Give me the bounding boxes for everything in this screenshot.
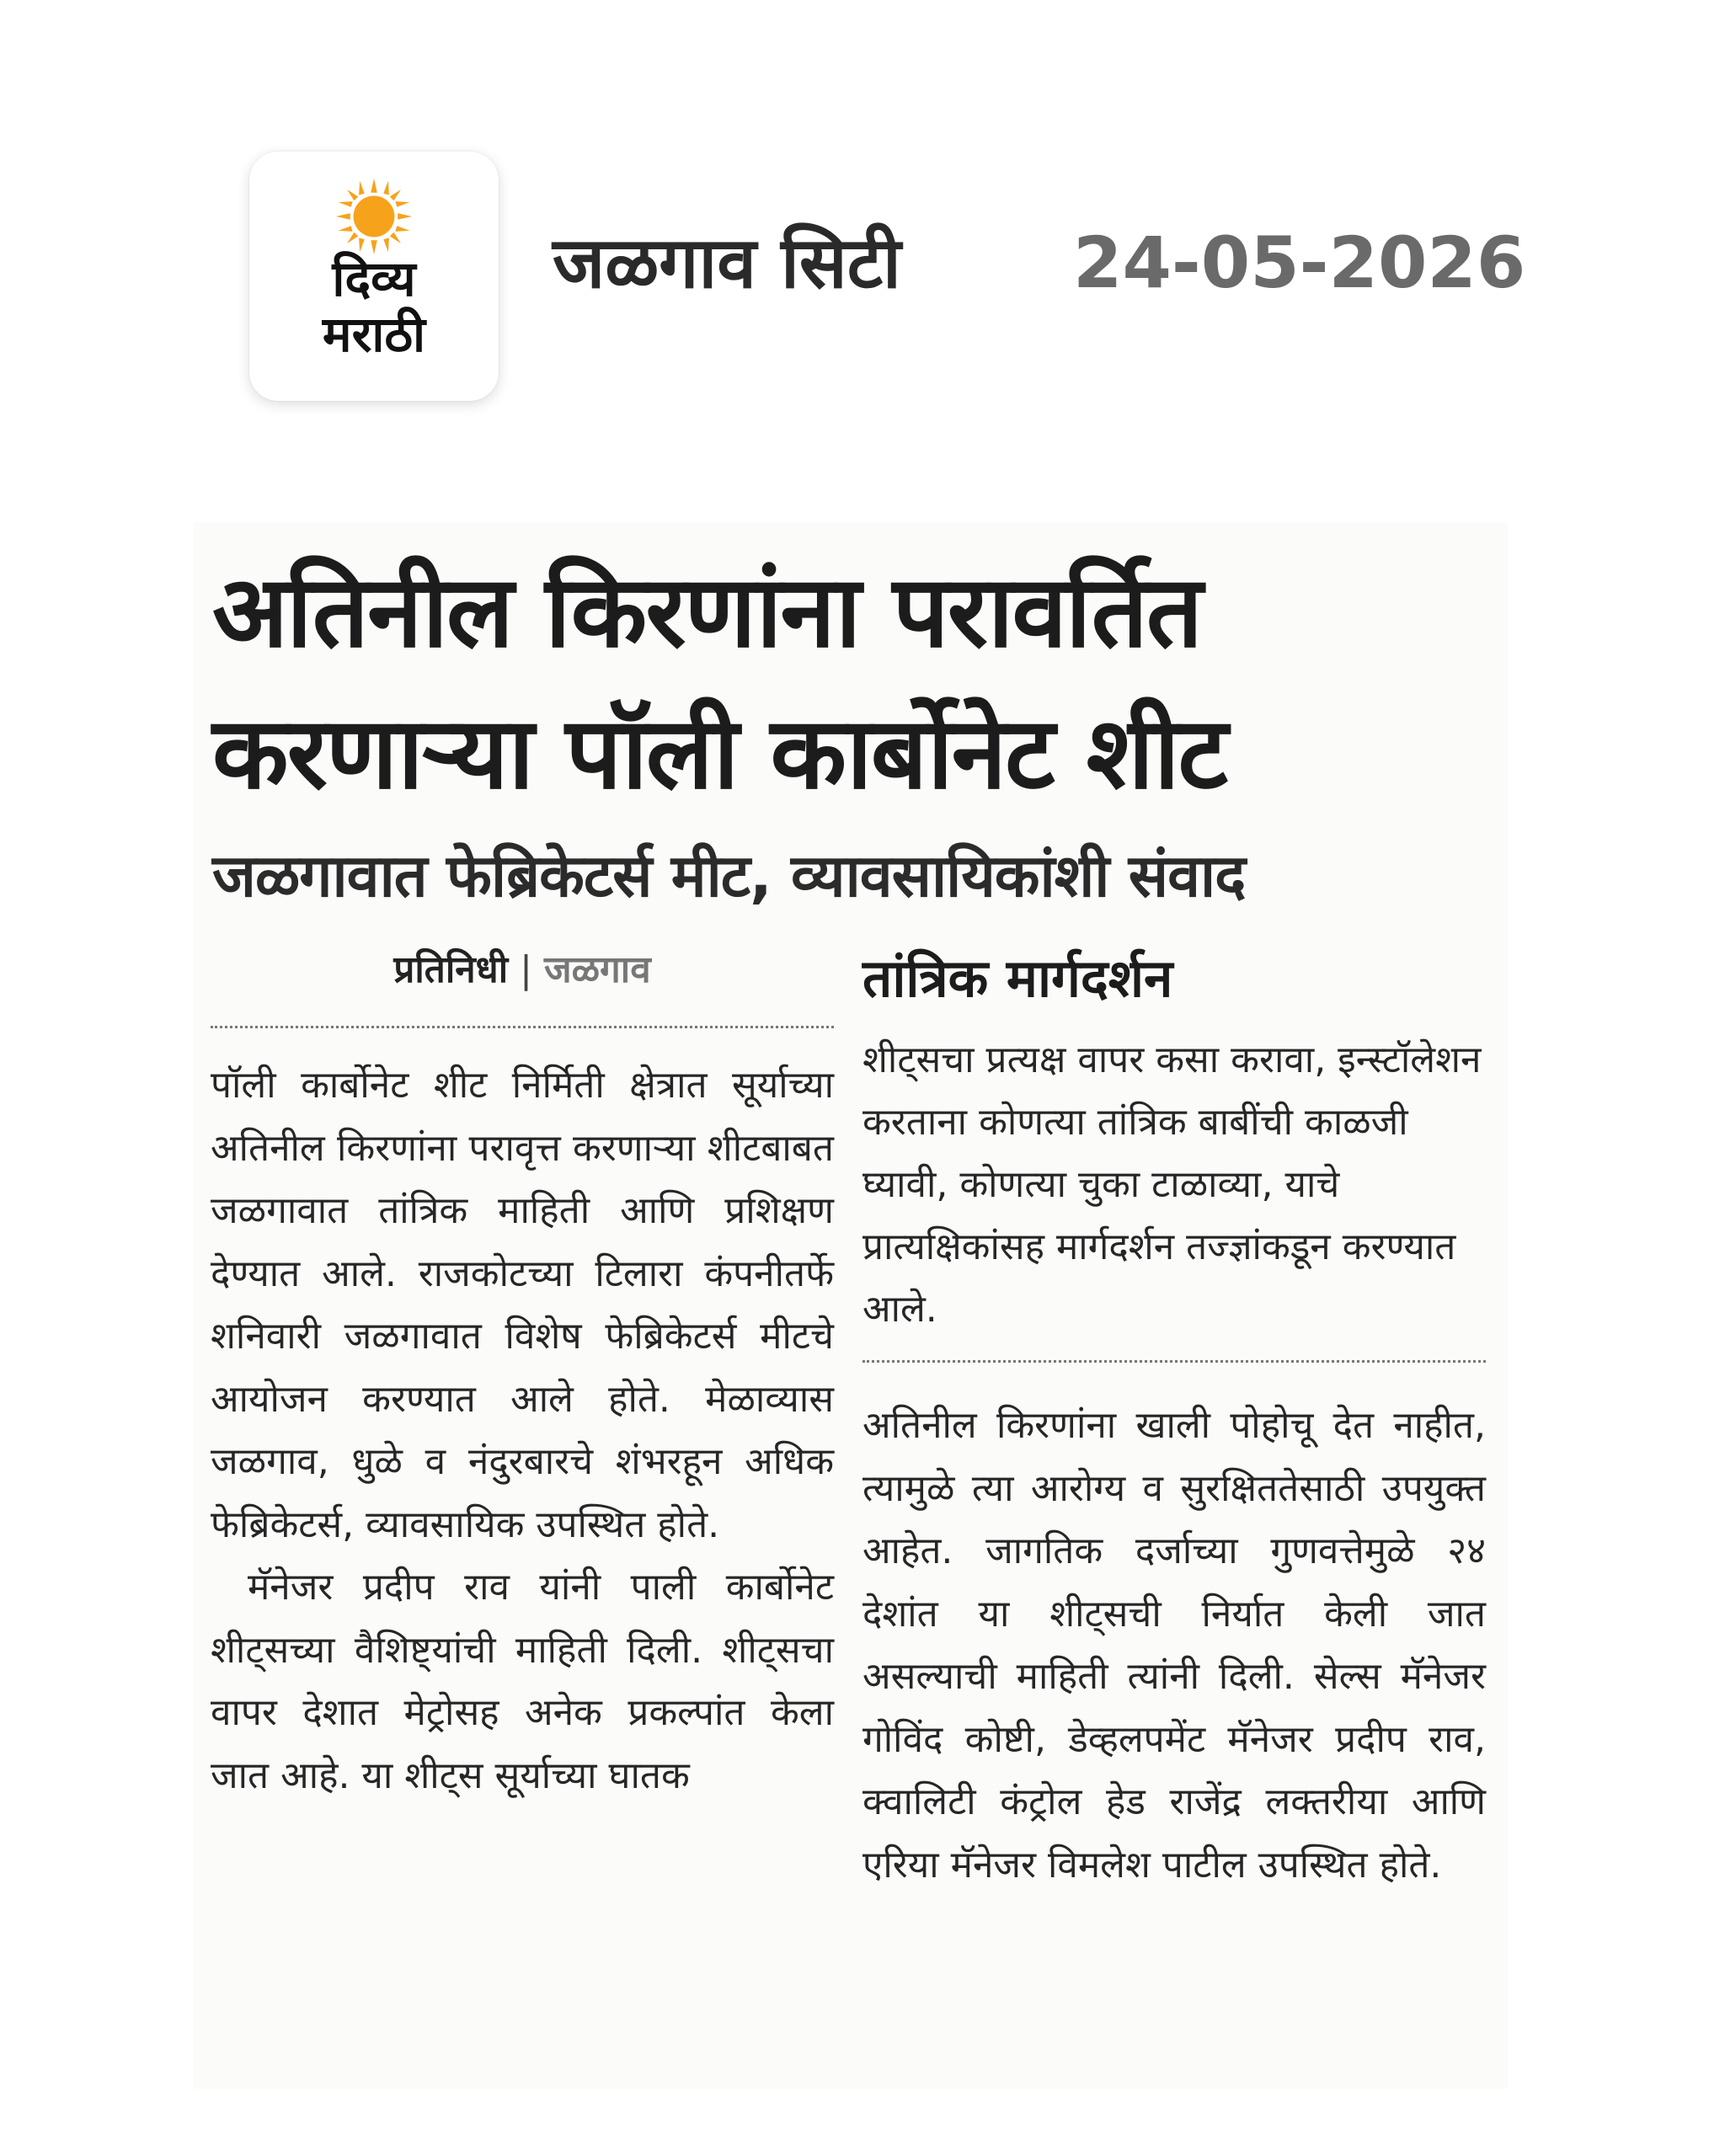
article-paragraph: मॅनेजर प्रदीप राव यांनी पाली कार्बोनेट शीट्सच्या वैशिष्ट्यांची माहिती दिली. शीट्सचा वापर देशात मेट्रोसह अनेक प्रकल्पांत केला जात आहे. या शीट्स सूर्याच्या घातक bbox=[211, 1566, 834, 1797]
article-subheadline: जळगावात फेब्रिकेटर्स मीट, व्यावसायिकांशी संवाद bbox=[212, 841, 1246, 910]
divider-right bbox=[862, 1360, 1486, 1363]
byline-city: जळगाव bbox=[543, 948, 651, 991]
article-column-left bbox=[211, 1054, 834, 1807]
article-column-right-top bbox=[862, 1029, 1486, 1341]
byline-separator: | bbox=[520, 948, 532, 991]
article-paragraph: अतिनील किरणांना खाली पोहोचू देत नाहीत, त्यामुळे त्या आरोग्य व सुरक्षिततेसाठी उपयुक्त आहेत. जागतिक दर्जाच्या गुणवत्तेमुळे २४ देशांत या शीट्सची निर्यात केली जात असल्याची माहिती त्यांनी दिली. सेल्स मॅनेजर गोविंद कोष्टी, डेव्हलपमेंट मॅनेजर प्रदीप राव, क्वालिटी कंट्रोल हेड राजेंद्र लक्तरीया आणि एरिया मॅनेजर विमलेश पाटील उपस्थित होते. bbox=[862, 1404, 1486, 1886]
byline-reporter: प्रतिनिधी bbox=[393, 948, 509, 991]
logo-word-marathi: मराठी bbox=[322, 306, 426, 363]
article-paragraph: शीट्सचा प्रत्यक्ष वापर कसा करावा, इन्स्टॉलेशन करताना कोणत्या तांत्रिक बाबींची काळजी घ्यावी, कोणत्या चुका टाळाव्या, याचे प्रात्यक्षिकांसह मार्गदर्शन तज्ज्ञांकडून करण्यात आले. bbox=[862, 1038, 1482, 1331]
edition-name: जळगाव सिटी bbox=[553, 221, 901, 304]
logo-word-divya: दिव्य bbox=[332, 250, 416, 307]
publication-logo bbox=[249, 152, 499, 401]
byline bbox=[211, 943, 834, 997]
article-paragraph: पॉली कार्बोनेट शीट निर्मिती क्षेत्रात सूर्याच्या अतिनील किरणांना परावृत्त करणाऱ्या शीटबाबत जळगावात तांत्रिक माहिती आणि प्रशिक्षण देण्यात आले. राजकोटच्या टिलारा कंपनीतर्फे शनिवारी जळगावात विशेष फेब्रिकेटर्स मीटचे आयोजन करण्यात आले होते. मेळाव्यास जळगाव, धुळे व नंदुरबारचे शंभरहून अधिक फेब्रिकेटर्स, व्यावसायिक उपस्थित होते. bbox=[211, 1064, 834, 1546]
divider-left bbox=[211, 1026, 834, 1028]
sun-icon bbox=[334, 177, 414, 256]
article-column-right-bottom bbox=[862, 1395, 1486, 1897]
section-heading: तांत्रिक मार्गदर्शन bbox=[862, 947, 1173, 1009]
article-headline: अतिनील किरणांना परावर्तित करणाऱ्या पॉली कार्बोनेट शीट bbox=[212, 553, 1226, 811]
news-clipping bbox=[194, 522, 1508, 2089]
edition-date: 24-05-2026 bbox=[1073, 221, 1526, 304]
